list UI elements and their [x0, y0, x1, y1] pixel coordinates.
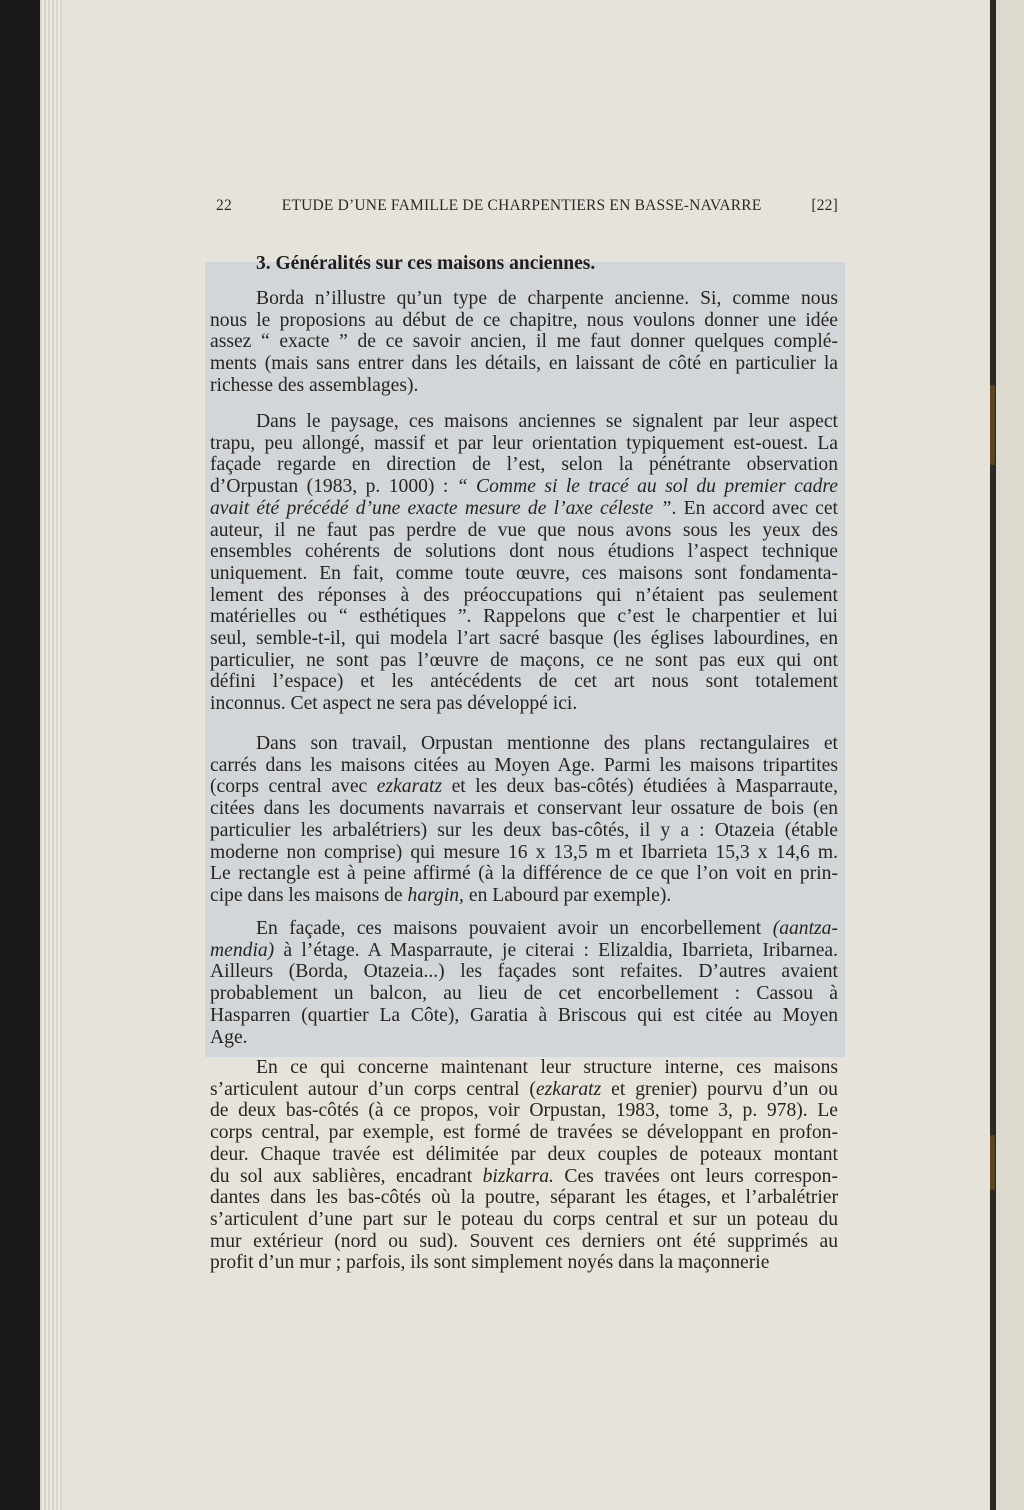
text: En ce qui concerne maintenant leur structure interne, ces maisons — [256, 1057, 838, 1078]
text: deur. Chaque travée est délimitée par deux couples de poteaux montant — [210, 1143, 838, 1165]
text: assez “ exacte ” de ce savoir ancien, il me faut donner quelques complé- — [210, 331, 838, 353]
text: et grenier) pourvu d’un ou — [601, 1078, 838, 1100]
text: Ces travées ont leurs correspon- — [553, 1165, 838, 1187]
text: profit d’un mur ; parfois, ils sont simplement noyés dans la maçonnerie — [210, 1252, 770, 1274]
text: défini l’espace) et les antécédents de cet art nous sont totalement — [210, 671, 838, 693]
text: Dans son travail, Orpustan mentionne des plans rectangulaires et — [256, 733, 838, 754]
text-line — [210, 310, 838, 332]
running-title: ETUDE D’UNE FAMILLE DE CHARPENTIERS EN BASSE-NAVARRE — [281, 197, 762, 214]
text-line — [210, 755, 838, 777]
text-line — [210, 541, 838, 563]
text-line — [210, 1057, 838, 1079]
text-line — [210, 1079, 838, 1101]
binding-mark — [990, 385, 995, 465]
text: et les deux bas-côtés) étudiées à Masparraute, — [442, 776, 838, 798]
text-line — [210, 983, 838, 1005]
text: seul, semble-t-il, qui modela l’art sacré basque (les églises labourdines, en — [210, 628, 838, 649]
italic-text: mendia) — [210, 939, 275, 961]
text: . En accord avec cet — [671, 497, 838, 519]
text: d’Orpustan (1983, p. 1000) : — [210, 476, 457, 498]
text: trapu, peu allongé, massif et par leur orientation typiquement est-ouest. La — [210, 432, 838, 454]
text: particulier, ne sont pas l’œuvre de maçons, ce ne sont pas eux qui ont — [210, 649, 838, 671]
text-line — [210, 288, 838, 310]
text-line — [210, 433, 838, 455]
text: richesse des assemblages). — [210, 374, 419, 396]
text: Le rectangle est à peine affirmé (à la différence de ce que l’on voit en prin- — [210, 863, 838, 885]
text: Ailleurs (Borda, Otazeia...) les façades sont refaites. D’autres avaient — [210, 961, 838, 983]
text-line — [210, 1027, 838, 1049]
text-line — [210, 733, 838, 755]
italic-text: ezkaratz — [376, 776, 443, 798]
text-line — [210, 1166, 838, 1188]
text: moderne non comprise) qui mesure 16 x 13,5 m et Ibarrieta 15,3 x 14,6 m. — [210, 841, 838, 863]
text-line — [210, 1209, 838, 1231]
text: uniquement. En fait, comme toute œuvre, ces maisons sont fondamenta- — [210, 562, 838, 584]
text-line — [210, 476, 838, 498]
italic-text: bizkarra. — [482, 1165, 554, 1187]
text-line — [210, 961, 838, 983]
text-line — [210, 563, 838, 585]
text: mur extérieur (nord ou sud). Souvent ces derniers ont été supprimés au — [210, 1230, 838, 1252]
text-line — [210, 1100, 838, 1122]
text-line — [210, 940, 838, 962]
text: Hasparren (quartier La Côte), Garatia à Briscous qui est citée au Moyen — [210, 1004, 838, 1026]
text: nous le proposions au début de ce chapitre, nous voulons donner une idée — [210, 309, 838, 331]
text-line — [210, 798, 838, 820]
text-line — [210, 585, 838, 607]
binding-mark — [990, 1135, 995, 1190]
text-line — [210, 671, 838, 693]
text: dantes dans les bas-côtés où la poutre, séparant les étages, et l’arbalétrier — [210, 1187, 838, 1209]
text: En façade, ces maisons pouvaient avoir un encorbellement — [256, 918, 773, 939]
text: façade regarde en direction de l’est, selon la pénétrante observation — [210, 454, 838, 476]
text: corps central, par exemple, est formé de travées se développant en profon- — [210, 1122, 838, 1144]
text-line — [210, 1231, 838, 1253]
page-reference: [22] — [811, 197, 838, 214]
text: matérielles ou “ esthétiques ”. Rappelons que c’est le charpentier et lui — [210, 606, 838, 628]
text: particulier les arbalétriers) sur les deux bas-côtés, il y a : Otazeia (étable — [210, 819, 838, 841]
text-line — [210, 650, 838, 672]
page-number: 22 — [216, 197, 232, 214]
italic-text: hargin, — [407, 884, 464, 906]
text: Dans le paysage, ces maisons anciennes se signalent par leur aspect — [256, 411, 838, 432]
text-line — [210, 1122, 838, 1144]
text-line — [210, 885, 838, 907]
text: cipe dans les maisons de — [210, 884, 408, 906]
text-line — [210, 353, 838, 375]
text: du sol aux sablières, encadrant — [210, 1165, 483, 1187]
text: ensembles cohérents de solutions dont nous étudions l’aspect technique — [210, 541, 838, 563]
text: à l’étage. A Masparraute, je citerai : Elizaldia, Ibarrieta, Iribarnea. — [274, 939, 838, 961]
text: de deux bas-côtés (à ce propos, voir Orpustan, 1983, tome 3, p. 978). Le — [210, 1100, 838, 1122]
text-line — [210, 918, 838, 940]
italic-text: “ Comme si le tracé au sol du premier cadre — [456, 476, 839, 498]
text: carrés dans les maisons citées au Moyen Age. Parmi les maisons tripartites — [210, 754, 838, 776]
text: Borda n’illustre qu’un type de charpente ancienne. Si, comme nous — [256, 288, 838, 309]
text-line — [210, 498, 838, 520]
text-line — [210, 693, 838, 715]
text-line — [210, 1005, 838, 1027]
text-line — [210, 820, 838, 842]
text-line — [210, 375, 838, 397]
text-line — [210, 1187, 838, 1209]
text-line — [210, 628, 838, 650]
text: ments (mais sans entrer dans les détails, en laissant de côté en particulier la — [210, 353, 838, 375]
text-line — [210, 454, 838, 476]
text: Age. — [210, 1026, 248, 1048]
text-line — [210, 606, 838, 628]
running-head — [216, 197, 838, 215]
text-line — [210, 776, 838, 798]
facing-page — [996, 0, 1024, 1510]
text: probablement un balcon, au lieu de cet encorbellement : Cassou à — [210, 983, 838, 1005]
text: citées dans les documents navarrais et conservant leur ossature de bois (en — [210, 798, 838, 820]
text-line — [210, 520, 838, 542]
text: s’articulent d’une part sur le poteau du corps central et sur un poteau du — [210, 1208, 838, 1230]
italic-text: ezkaratz — [535, 1078, 602, 1100]
italic-text: avait été précédé d’une exacte mesure de l’axe céleste ” — [210, 497, 672, 519]
text-line — [210, 1252, 838, 1274]
text-line — [210, 411, 838, 433]
text: inconnus. Cet aspect ne sera pas développé ici. — [210, 693, 578, 715]
page-stack-edge — [40, 0, 62, 1510]
text: (corps central avec — [210, 776, 377, 798]
text-line — [210, 863, 838, 885]
text: s’articulent autour d’un corps central ( — [210, 1078, 536, 1100]
text: lement des réponses à des préoccupations qui n’étaient pas seulement — [210, 584, 838, 606]
section-heading: 3. Généralités sur ces maisons anciennes. — [256, 253, 596, 274]
text: en Labourd par exemple). — [463, 884, 672, 906]
text-line — [210, 842, 838, 864]
text: auteur, il ne faut pas perdre de vue que nous avons sous les yeux des — [210, 519, 838, 541]
italic-text: (aantza- — [772, 918, 838, 939]
text-line — [210, 1144, 838, 1166]
text-line — [210, 331, 838, 353]
